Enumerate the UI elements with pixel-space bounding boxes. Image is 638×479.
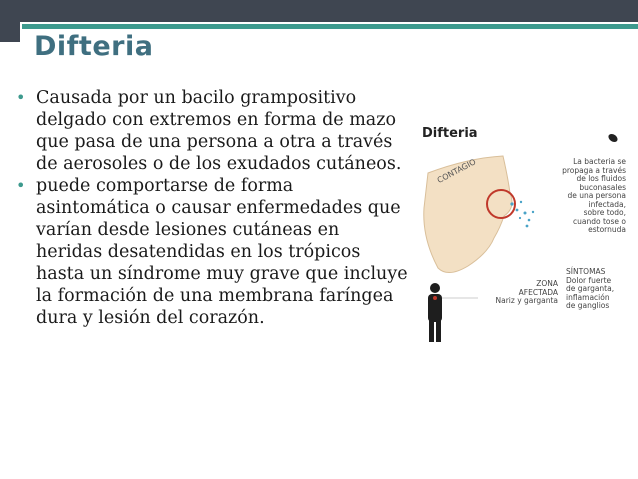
spread-line: estornuda	[588, 225, 626, 234]
zona-afectada-label	[476, 280, 558, 306]
zona-line: Nariz y garganta	[495, 296, 558, 305]
slide-title: Difteria	[34, 31, 154, 62]
sintomas-line: SÍNTOMAS	[566, 267, 606, 276]
sintomas-line: inflamación	[566, 292, 610, 302]
spread-line: cuando tose o	[573, 216, 626, 226]
bullet-list	[14, 87, 409, 329]
infographic-drawing	[408, 118, 630, 360]
header-corner-block	[0, 22, 20, 42]
zona-line: ZONA	[536, 279, 558, 288]
spread-line: La bacteria se	[573, 157, 626, 166]
spread-line: infectada,	[588, 199, 626, 209]
bacterium-icon	[607, 132, 619, 143]
sintomas-line: de garganta,	[566, 284, 615, 293]
spread-line: sobre todo,	[583, 208, 626, 217]
spread-line: de una persona	[567, 191, 626, 200]
diphtheria-infographic	[408, 118, 630, 360]
sintomas-line: Dolor fuerte	[566, 275, 612, 285]
bullet-item	[14, 87, 409, 175]
contagio-label: CONTAGIO	[435, 157, 478, 185]
droplets-icon	[510, 201, 534, 228]
spread-line: de los fluidos	[576, 174, 626, 183]
spread-description	[562, 158, 626, 235]
header-bar	[0, 0, 638, 22]
face-profile	[424, 156, 512, 273]
human-silhouette-icon	[428, 283, 442, 342]
spread-line: propaga a través	[562, 165, 626, 175]
spread-line: buconasales	[579, 182, 626, 192]
bullet-dot-icon: •	[16, 176, 26, 195]
bullet-item	[14, 175, 409, 329]
bullet-text: Causada por un bacilo grampositivo delgado con extremos en forma de mazo que pasa de una persona a otra a través de aerosoles o de los exudados cutáneos.	[36, 88, 402, 174]
sintomas-line: de ganglios	[566, 301, 610, 310]
zona-line: AFECTADA	[518, 287, 558, 297]
bullet-dot-icon: •	[16, 88, 26, 107]
throat-marker	[433, 296, 437, 300]
sintomas-label	[566, 268, 614, 311]
bullet-text: puede comportarse de forma asintomática o causar enfermedades que varían desde lesiones cutáneas en heridas desatendidas en los trópicos hasta un síndrome muy grave que incluye la formación de una membrana faríngea dura y lesión del corazón.	[36, 176, 408, 328]
infographic-title: Difteria	[422, 126, 478, 141]
header-accent-stripe	[22, 24, 638, 29]
